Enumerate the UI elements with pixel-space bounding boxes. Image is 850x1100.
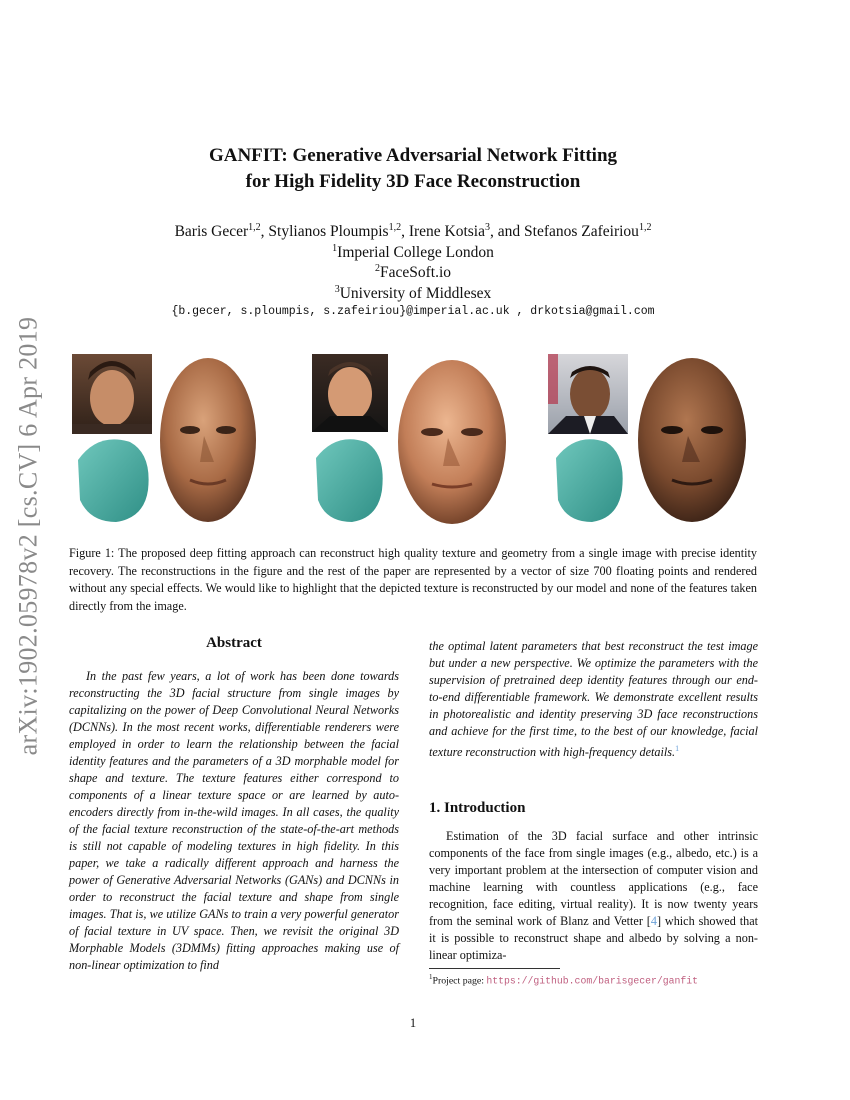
intro-text-continued: ] which showed that it is possible to reconstruct shape and albedo by solving a non-linear optimiza- (429, 914, 758, 962)
footnote-reference[interactable]: 1 (675, 744, 680, 753)
author-name: Irene Kotsia (408, 223, 485, 240)
introduction-body (429, 828, 758, 964)
footnote-rule (429, 968, 560, 969)
reconstructed-face-3 (638, 358, 746, 522)
project-url-link[interactable]: https://github.com/barisgecer/ganfit (486, 975, 699, 987)
title-line-2: for High Fidelity 3D Face Reconstruction (245, 171, 581, 192)
abstract-body (69, 668, 399, 974)
author-emails: {b.gecer, s.ploumpis, s.zafeiriou}@imperial.ac.uk , drkotsia@gmail.com (171, 305, 655, 318)
affiliation-mark: 1 (332, 242, 338, 254)
author-affil: 1,2 (248, 221, 261, 233)
author-name: Stylianos Ploumpis (268, 223, 389, 240)
affiliation-name: FaceSoft.io (379, 264, 452, 281)
author-name: Baris Gecer (174, 223, 249, 240)
affiliation-mark: 3 (334, 283, 340, 295)
footnote (429, 973, 769, 986)
author-affil: 1,2 (388, 221, 402, 233)
input-photo-1 (72, 354, 152, 434)
intro-text: Estimation of the 3D facial surface and other intrinsic components of the face from single images (e.g., albedo, etc.) is a very important problem at the intersection of computer vision and machine learning with countless applications (e.g., face recognition, face editing, virtual reality). It is now twenty years from the seminal work of Blanz and Vetter [ (429, 829, 758, 928)
author-affil: 3 (485, 221, 490, 233)
author-separator: , and (490, 223, 525, 240)
author-name: Stefanos Zafeiriou (524, 223, 639, 240)
arxiv-stamp-text: arXiv:1902.05978v2 [cs.CV] 6 Apr 2019 (13, 316, 42, 756)
affiliation (0, 263, 826, 283)
affiliation-name: University of Middlesex (339, 285, 492, 302)
affiliation (0, 284, 826, 304)
affiliation (0, 243, 826, 263)
shape-mesh-1 (78, 439, 149, 522)
shape-mesh-3 (556, 439, 623, 522)
author-list (0, 222, 826, 242)
citation-link[interactable]: 4 (650, 914, 657, 928)
reconstructed-face-2 (398, 360, 506, 524)
author-separator: , (401, 223, 409, 240)
page-number: 1 (409, 1016, 417, 1030)
section-heading-introduction: 1. Introduction (429, 800, 526, 816)
title-line-1: GANFIT: Generative Adversarial Network Fitting (208, 145, 618, 166)
affiliation-mark: 2 (374, 262, 380, 274)
abstract-heading: Abstract (206, 635, 262, 651)
abstract-text-continued: the optimal latent parameters that best reconstruct the test image but under a new perspective. We optimize the parameters with the supervision of pretrained deep identity features through our end-to-end differentiable framework. We demonstrate excellent results in photorealistic and identity preserving 3D face reconstructions and achieve for the first time, to the best of our knowledge, facial texture reconstruction with high-frequency details. (429, 639, 758, 760)
footnote-label: Project page: (432, 975, 487, 987)
arxiv-stamp (4, 296, 52, 776)
abstract-text: In the past few years, a lot of work has been done towards reconstructing the 3D facial structure from single images by capitalizing on the power of Deep Convolutional Neural Networks (DCNNs). In the most recent works, differentiable renderers were employed in order to learn the relationship between the facial identity features and the parameters of a 3D morphable model for shape and texture. The texture features either correspond to components of a linear texture space or are learned by auto-encoders directly from in-the-wild images. In all cases, the quality of the facial texture reconstruction of the state-of-the-art methods is still not capable of modeling textures in high fidelity. In this paper, we take a radically different approach and harness the power of Generative Adversarial Networks (GANs) and DCNNs in order to reconstruct the facial texture and shape from single images. That is, we utilize GANs to train a very powerful generator of facial texture in UV space. Then, we revisit the original 3D Morphable Models (3DMMs) fitting approaches making use of non-linear optimization to find (69, 669, 399, 972)
input-photo-2 (312, 354, 388, 432)
author-affil: 1,2 (638, 221, 652, 233)
affiliation-name: Imperial College London (337, 244, 494, 261)
paper-title (0, 143, 826, 195)
abstract-continued (429, 638, 758, 761)
shape-mesh-2 (316, 439, 383, 522)
reconstructed-face-1 (160, 358, 256, 522)
footnote-mark: 1 (429, 973, 433, 981)
figure-1 (68, 350, 768, 530)
author-separator: , (260, 223, 269, 240)
input-photo-3 (548, 354, 628, 434)
figure-caption: Figure 1: The proposed deep fitting approach can reconstruct high quality texture and geometry from a single image with precise identity recovery. The reconstructions in the figure and the rest of the paper are represented by a vector of size 700 floating points and rendered without any special effects. We would like to highlight that the depicted texture is reconstructed by our model and none of the features taken directly from the image. (69, 546, 757, 613)
